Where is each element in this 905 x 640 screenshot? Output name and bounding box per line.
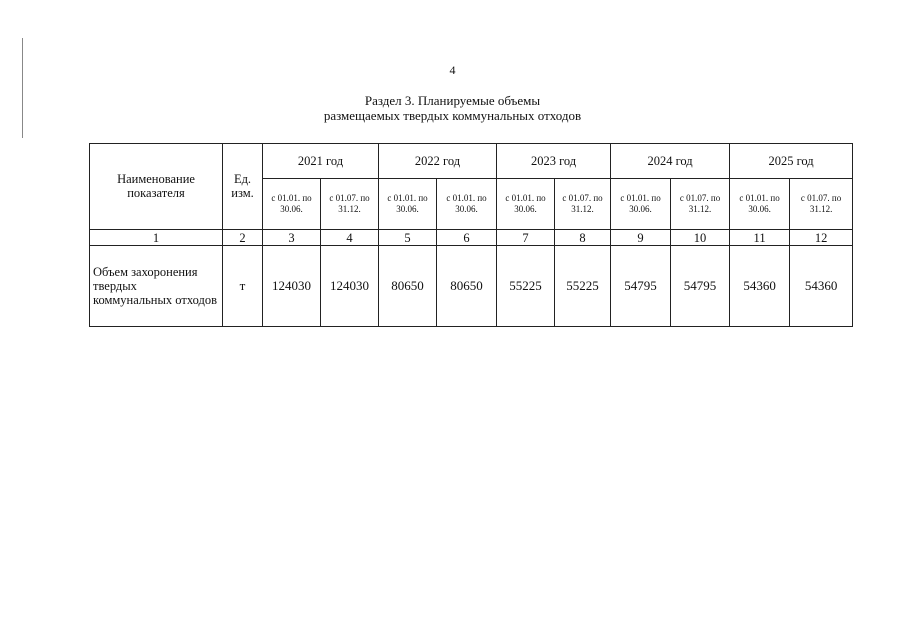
page-number: 4 <box>449 63 456 77</box>
row-indicator-name: Объем захоронения твердых коммунальных отходов <box>90 246 223 327</box>
header-period: с 01.07. по 31.12. <box>790 179 853 230</box>
column-number: 12 <box>790 230 853 246</box>
header-unit: Ед. изм. <box>223 144 263 230</box>
header-year-2022: 2022 год <box>379 144 497 179</box>
row-value: 55225 <box>497 246 555 327</box>
row-value: 80650 <box>437 246 497 327</box>
column-number-row <box>90 230 853 246</box>
header-period: с 01.01. по 30.06. <box>263 179 321 230</box>
header-period: с 01.07. по 31.12. <box>321 179 379 230</box>
row-value: 55225 <box>555 246 611 327</box>
row-value: 54360 <box>790 246 853 327</box>
column-number: 1 <box>90 230 223 246</box>
header-period: с 01.01. по 30.06. <box>497 179 555 230</box>
header-period: с 01.01. по 30.06. <box>379 179 437 230</box>
column-number: 5 <box>379 230 437 246</box>
header-period: с 01.01. по 30.06. <box>437 179 497 230</box>
header-period: с 01.01. по 30.06. <box>611 179 671 230</box>
column-number: 11 <box>730 230 790 246</box>
waste-volume-table <box>89 143 853 327</box>
section-title-line-1: Раздел 3. Планируемые объемы <box>364 93 541 108</box>
header-row-years <box>90 144 853 179</box>
header-period: с 01.01. по 30.06. <box>730 179 790 230</box>
section-title-line-2: размещаемых твердых коммунальных отходов <box>323 108 582 123</box>
column-number: 4 <box>321 230 379 246</box>
column-number: 3 <box>263 230 321 246</box>
header-year-2021: 2021 год <box>263 144 379 179</box>
column-number: 9 <box>611 230 671 246</box>
row-value: 124030 <box>263 246 321 327</box>
section-title <box>0 93 905 123</box>
header-year-2023: 2023 год <box>497 144 611 179</box>
row-value: 80650 <box>379 246 437 327</box>
column-number: 6 <box>437 230 497 246</box>
header-indicator-name: Наименование показателя <box>90 144 223 230</box>
column-number: 8 <box>555 230 611 246</box>
column-number: 10 <box>671 230 730 246</box>
row-value: 54360 <box>730 246 790 327</box>
column-number: 2 <box>223 230 263 246</box>
row-value: 124030 <box>321 246 379 327</box>
row-value: 54795 <box>611 246 671 327</box>
row-value: 54795 <box>671 246 730 327</box>
header-year-2024: 2024 год <box>611 144 730 179</box>
table-row <box>90 246 853 327</box>
header-period: с 01.07. по 31.12. <box>671 179 730 230</box>
header-year-2025: 2025 год <box>730 144 853 179</box>
column-number: 7 <box>497 230 555 246</box>
row-unit: т <box>223 246 263 327</box>
header-period: с 01.07. по 31.12. <box>555 179 611 230</box>
margin-line <box>22 38 23 138</box>
